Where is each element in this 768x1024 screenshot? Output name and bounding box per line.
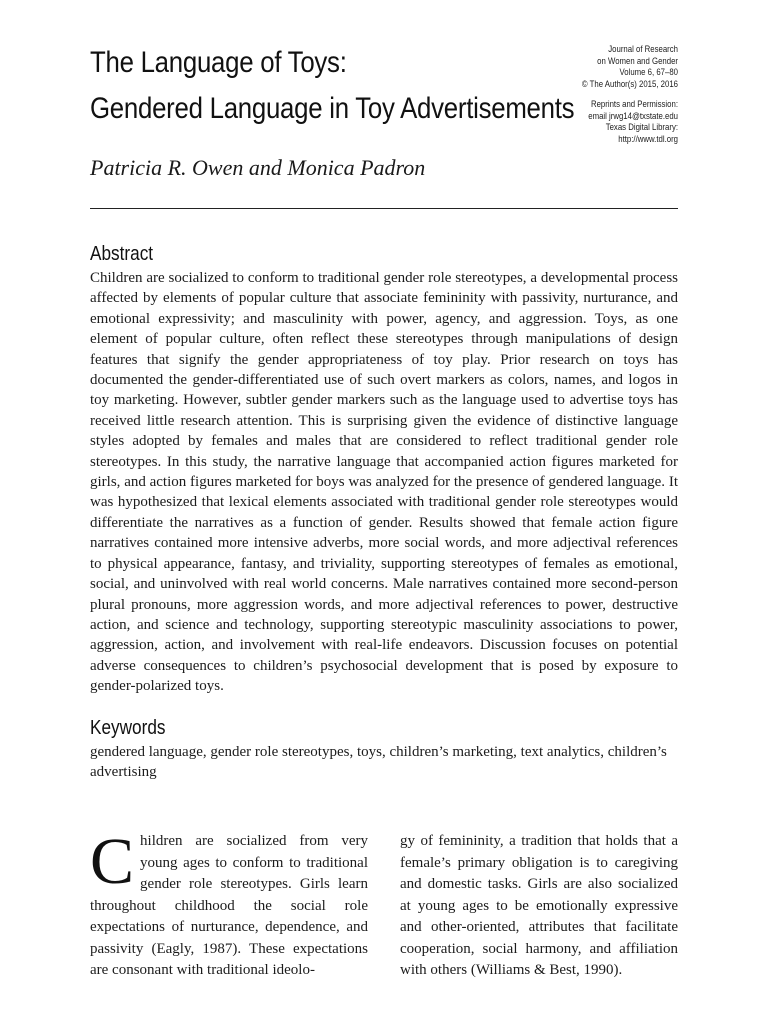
body-text-left: hildren are socialized from very young ages to conform to traditional gender role stereotypes. Girls learn throughout childhood the social role expectations of nurturance, dependence, and passivity (Eagly, 1987). These expectations are consonant with traditional ideolo- [90, 833, 368, 978]
body-column-left [90, 825, 368, 982]
header-divider [90, 208, 678, 209]
abstract-text: Children are socialized to conform to traditional gender role stereotypes, a developmental process affected by elements of popular culture that associate femininity with passivity, nurturance, and emotional expressivity; and masculinity with power, agency, and aggression. Toys, as one element of popular culture, often reflect these stereotypes through manipulations of design features that signify the gender appropriateness of toy play. Prior research on toys has documented the gender-differentiated use of such overt markers as colors, names, and logos in toy marketing. However, subtler gender markers such as the language used to advertise toys has received little research attention. This is surprising given the evidence of distinctive language styles adopted by females and males that are considered to reflect traditional gender role stereotypes. In this study, the narrative language that accompanied action figures marketed for girls, and action figures marketed for boys was analyzed for the presence of gendered language. It was hypothesized that lexical elements associated with traditional gender role stereotypes would differentiate the narratives as a function of gender. Results showed that female action figure narratives contained more intensive adverbs, more social words, and more adjectival references to physical appearance, fantasy, and triviality, supporting stereotypes of females as emotional, social, and uninvolved with real world concerns. Male narratives contained more second-person plural pronouns, more aggression words, and more adjectival references to power, destructive action, and science and technology, supporting stereotypic masculinity associations to power, aggression, action, and involvement with real-life endeavors. Discussion focuses on potential adverse consequences to children’s psychosocial development that is posed by exposure to gender-polarized toys. [90, 270, 678, 695]
library-label: Texas Digital Library: [605, 122, 678, 133]
body-text-right: gy of femininity, a tradition that holds that a female’s primary obligation is to caregiving and domestic tasks. Girls are also socialized at young ages to be emotionally expressive and other-oriented, attributes that facilitate cooperation, social harmony, and affiliation with others (Williams & Best, 1990). [400, 833, 678, 978]
journal-volume: Volume 6, 67–80 [619, 67, 678, 78]
contact-email: email jrwg14@txstate.edu [588, 110, 678, 122]
journal-spacer [580, 90, 678, 99]
article-title [90, 40, 575, 132]
journal-copyright: © The Author(s) 2015, 2016 [581, 78, 678, 90]
body-column-right [400, 831, 678, 982]
library-url[interactable]: http://www.tdl.org [618, 133, 678, 145]
title-line-1: The Language of Toys: [90, 46, 347, 79]
abstract-heading: Abstract [90, 243, 154, 265]
keywords-text: gendered language, gender role stereotypes, toys, children’s marketing, text analytics, children’s advertising [90, 744, 667, 781]
journal-name-line-1: Journal of Research [608, 44, 678, 55]
author-list: Patricia R. Owen and Monica Padron [90, 155, 426, 180]
journal-name-line-2: on Women and Gender [597, 55, 678, 67]
drop-cap: C [90, 825, 135, 898]
journal-info [580, 44, 678, 145]
title-line-2: Gendered Language in Toy Advertisements [90, 92, 575, 125]
reprints-label: Reprints and Permission: [590, 99, 678, 110]
keywords-heading: Keywords [90, 717, 166, 739]
